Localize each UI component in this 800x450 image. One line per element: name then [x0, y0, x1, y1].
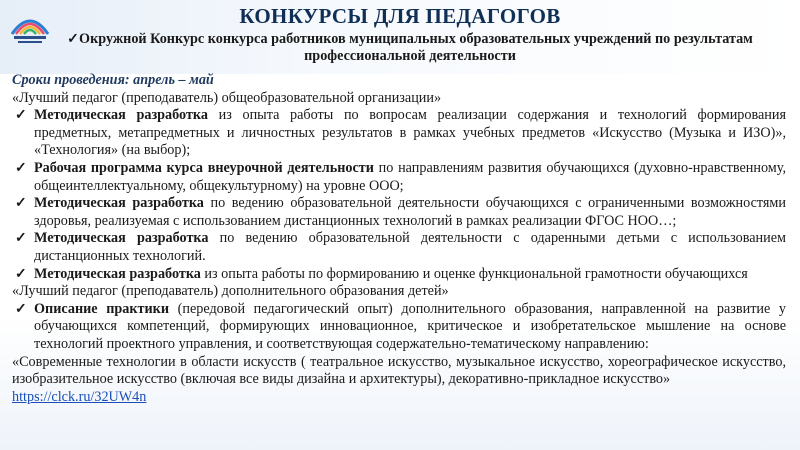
dates-line: Сроки проведения: апрель – май — [12, 72, 214, 88]
list-item — [12, 230, 786, 265]
item-bold: Методическая разработка — [34, 230, 209, 247]
item-bold: Описание практики — [34, 300, 170, 317]
registration-link[interactable]: https://clck.ru/32UW4n — [12, 388, 147, 405]
item-text: по ведению образовательной деятельности обучающихся с ограниченными возможностями здоровья, реализуемая с использованием дистанционных технологий в рамках реализации ФГОС НОО…; — [34, 195, 786, 229]
list-item — [12, 160, 786, 195]
item-bold: Методическая разработка — [34, 195, 204, 212]
check-icon: ✓ — [15, 300, 27, 317]
item-text: из опыта работы по формированию и оценке функциональной грамотности обучающихся — [200, 265, 748, 282]
closing-text: «Современные технологии в области искусств ( театральное искусство, музыкальное искусство, хореографическое искусство, изобразительное искусство (включая все виды дизайна и архитектуры), декоративно-прикладное искусство» — [12, 353, 786, 388]
check-icon: ✓ — [15, 265, 27, 282]
item-bold: Методическая разработка — [34, 265, 201, 282]
check-icon: ✓ — [15, 230, 27, 247]
check-icon: ✓ — [15, 159, 27, 176]
item-bold: Рабочая программа курса внеурочной деятельности — [34, 159, 374, 176]
item-text: (передовой педагогический опыт) дополнительного образования, направленной на развитие у обучающихся компетенций, формирующих инновационное, критическое и изобретательское мышление на основе технологий проектного управления, и соответствующая содержательно-тематическому направлению: — [34, 300, 786, 352]
item-text: из опыта работы по вопросам реализации содержания и технологий формирования предметных, метапредметных и личностных результатов в рамках учебных предметов «Искусство (Музыка и ИЗО)», «Технология» (на выбор); — [34, 107, 786, 159]
section1-heading: «Лучший педагог (преподаватель) общеобразовательной организации» — [12, 89, 442, 106]
section2-heading: «Лучший педагог (преподаватель) дополнительного образования детей» — [12, 283, 449, 300]
check-icon: ✓ — [15, 107, 27, 124]
page-title: КОНКУРСЫ ДЛЯ ПЕДАГОГОВ — [239, 4, 561, 28]
item-text: по направлениям развития обучающихся (духовно-нравственному, общеинтеллектуальному, общекультурному) на уровне ООО; — [34, 159, 787, 194]
list-item — [12, 107, 786, 160]
item-bold: Методическая разработка — [34, 107, 208, 124]
check-icon: ✓ — [67, 31, 80, 47]
main-content — [12, 72, 786, 406]
list-item — [12, 301, 786, 354]
list-item — [12, 195, 786, 230]
item-text: по ведению образовательной деятельности с одаренными детьми с использованием дистанционных технологий. — [34, 230, 786, 264]
check-icon: ✓ — [15, 195, 27, 212]
list-item — [12, 266, 786, 284]
contest-subtitle: ✓Окружной Конкурс конкурса работников муниципальных образовательных учреждений по результатам профессиональной деятельности — [67, 31, 753, 64]
